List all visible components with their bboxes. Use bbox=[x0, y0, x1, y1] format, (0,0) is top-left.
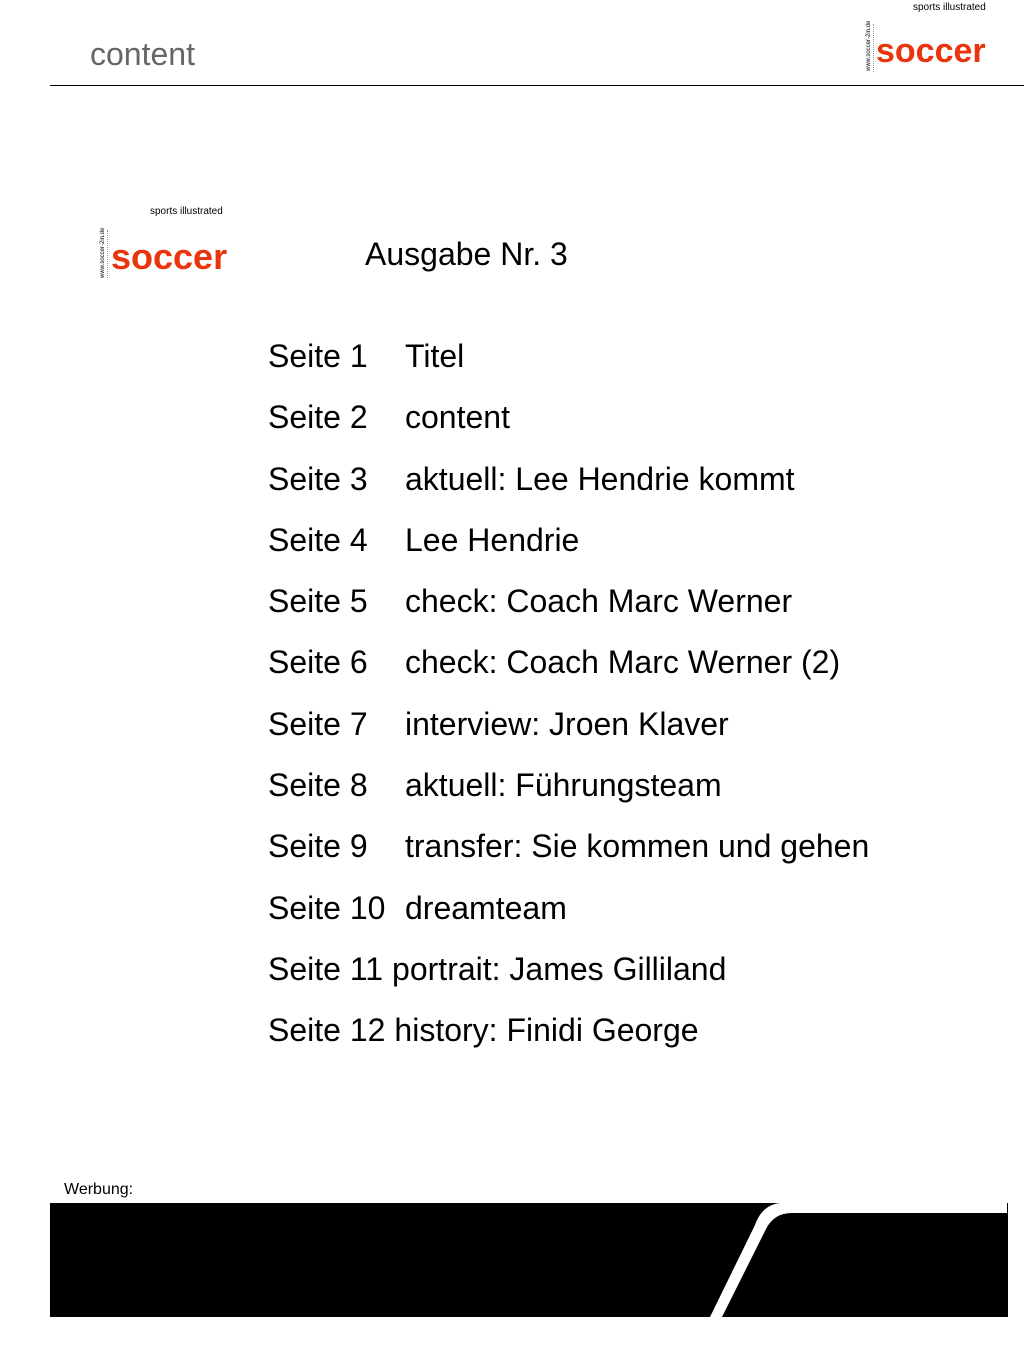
toc-entry bbox=[268, 579, 869, 640]
toc-entry bbox=[268, 947, 869, 1008]
toc-page-number: Seite 5 bbox=[268, 583, 368, 620]
toc-title: history: Finidi George bbox=[394, 1012, 699, 1049]
toc-entry bbox=[268, 702, 869, 763]
toc-title: aktuell: Lee Hendrie kommt bbox=[405, 460, 795, 497]
toc-title: check: Coach Marc Werner bbox=[405, 583, 793, 620]
ad-swoosh-graphic bbox=[50, 1203, 1008, 1317]
toc-title: content bbox=[405, 399, 510, 436]
toc-page-number: Seite 10 bbox=[268, 889, 386, 926]
toc-title: Titel bbox=[405, 338, 465, 374]
toc-title: dreamteam bbox=[405, 889, 567, 926]
toc-title: transfer: Sie kommen und gehen bbox=[405, 828, 870, 865]
toc-page-number: Seite 11 bbox=[268, 950, 384, 987]
toc-entry bbox=[268, 640, 869, 701]
toc-entry bbox=[268, 395, 869, 456]
logo-url: www.soccer-2in.de bbox=[866, 20, 872, 71]
toc-page-number: Seite 3 bbox=[268, 460, 368, 497]
toc-entry bbox=[268, 763, 869, 824]
toc-entry bbox=[268, 457, 869, 518]
toc-page-number: Seite 6 bbox=[268, 644, 368, 681]
main-logo bbox=[90, 200, 260, 290]
toc-entry bbox=[268, 886, 869, 947]
toc-entry bbox=[268, 334, 869, 395]
toc-page-number: Seite 2 bbox=[268, 399, 368, 436]
toc-page-number: Seite 8 bbox=[268, 767, 368, 804]
toc-title: check: Coach Marc Werner (2) bbox=[405, 644, 841, 681]
logo-separator bbox=[107, 230, 108, 278]
header-divider bbox=[50, 85, 1024, 86]
toc-title: Lee Hendrie bbox=[405, 521, 580, 558]
toc-page-number: Seite 1 bbox=[268, 338, 368, 374]
toc-page-number: Seite 12 bbox=[268, 1012, 386, 1049]
toc-title: portrait: James Gilliland bbox=[392, 950, 727, 987]
logo-tagline: sports illustrated bbox=[150, 206, 223, 217]
header-logo bbox=[860, 0, 1010, 80]
page-title: content bbox=[90, 36, 195, 72]
toc-entry bbox=[268, 1008, 869, 1069]
ad-label: Werbung: bbox=[64, 1181, 134, 1198]
toc-page-number: Seite 7 bbox=[268, 705, 368, 742]
logo-tagline: sports illustrated bbox=[913, 2, 986, 13]
ad-banner[interactable] bbox=[50, 1203, 1008, 1317]
toc-page-number: Seite 9 bbox=[268, 828, 368, 865]
toc-title: aktuell: Führungsteam bbox=[405, 767, 722, 804]
logo-wordmark: soccer bbox=[111, 236, 228, 277]
logo-url: www.soccer-2in.de bbox=[100, 227, 106, 278]
issue-number: Ausgabe Nr. 3 bbox=[365, 236, 568, 272]
toc-entry bbox=[268, 824, 869, 885]
toc-entry bbox=[268, 518, 869, 579]
logo-wordmark: soccer bbox=[876, 32, 986, 70]
table-of-contents bbox=[268, 334, 869, 1070]
toc-title: interview: Jroen Klaver bbox=[405, 705, 729, 742]
toc-page-number: Seite 4 bbox=[268, 521, 368, 558]
logo-separator bbox=[873, 24, 874, 72]
